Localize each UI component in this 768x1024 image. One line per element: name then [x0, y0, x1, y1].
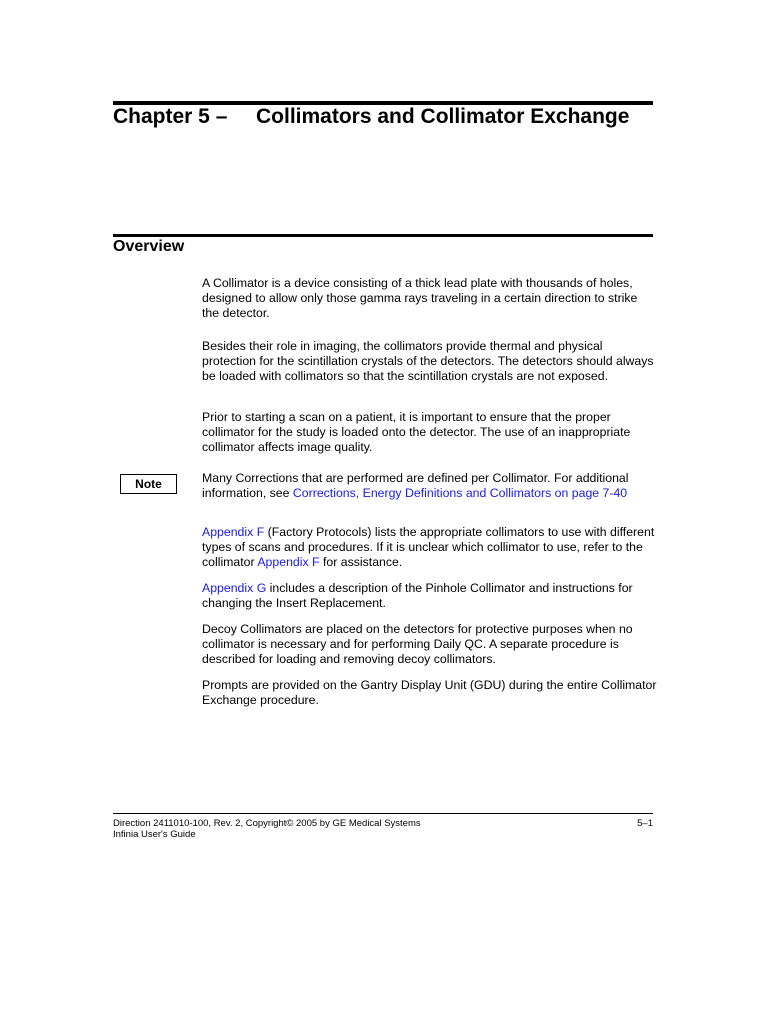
chapter-name: Collimators and Collimator Exchange	[256, 105, 630, 128]
paragraph-4-text-a: (Factory Protocols) lists the appropriate collimators to use with different types of scans and procedures. If it is unclear which collimator to use, refer to the collimator	[202, 525, 655, 569]
note-text: Many Corrections that are performed are defined per Collimator. For additional information, see	[202, 471, 629, 500]
footer-copyright: Direction 2411010-100, Rev. 2, Copyright© 2005 by GE Medical Systems	[113, 818, 421, 829]
paragraph-7-text: Prompts are provided on the Gantry Display Unit (GDU) during the entire Collimator Exchange procedure.	[202, 678, 657, 707]
page-footer	[113, 818, 653, 840]
footer-guide-title: Infinia User's Guide	[113, 829, 196, 840]
paragraph-2	[202, 339, 657, 384]
paragraph-7	[202, 678, 657, 708]
chapter-number: Chapter 5 –	[113, 105, 228, 128]
paragraph-1-text: A Collimator is a device consisting of a thick lead plate with thousands of holes, designed to allow only those gamma rays traveling in a certain direction to strike the detector.	[202, 276, 638, 320]
appendix-f-link-2[interactable]: Appendix F	[257, 555, 320, 569]
paragraph-6-text: Decoy Collimators are placed on the detectors for protective purposes when no collimator is necessary and for performing Daily QC. A separate procedure is described for loading and removing decoy collimators.	[202, 622, 633, 666]
appendix-g-link[interactable]: Appendix G	[202, 581, 267, 595]
paragraph-4-text-b: for assistance.	[319, 555, 403, 569]
footer-rule	[113, 813, 653, 814]
note-paragraph	[202, 471, 657, 501]
paragraph-1	[202, 276, 657, 321]
paragraph-6	[202, 622, 657, 667]
paragraph-3	[202, 410, 657, 455]
paragraph-2-text: Besides their role in imaging, the collimators provide thermal and physical protection for the scintillation crystals of the detectors. The detectors should always be loaded with collimators so that the scintillation crystals are not exposed.	[202, 339, 654, 383]
appendix-f-link[interactable]: Appendix F	[202, 525, 265, 539]
section-heading: Overview	[113, 238, 185, 255]
paragraph-4	[202, 525, 657, 570]
corrections-link[interactable]: Corrections, Energy Definitions and Collimators on page 7-40	[292, 486, 628, 500]
note-label-box: Note	[120, 474, 177, 494]
paragraph-5-text: includes a description of the Pinhole Collimator and instructions for changing the Insert Replacement.	[202, 581, 633, 610]
section-rule	[113, 234, 653, 237]
paragraph-5	[202, 581, 657, 611]
page-number: 5–1	[637, 818, 653, 829]
paragraph-3-text: Prior to starting a scan on a patient, it is important to ensure that the proper collimator for the study is loaded onto the detector. The use of an inappropriate collimator affects image quality.	[202, 410, 631, 454]
